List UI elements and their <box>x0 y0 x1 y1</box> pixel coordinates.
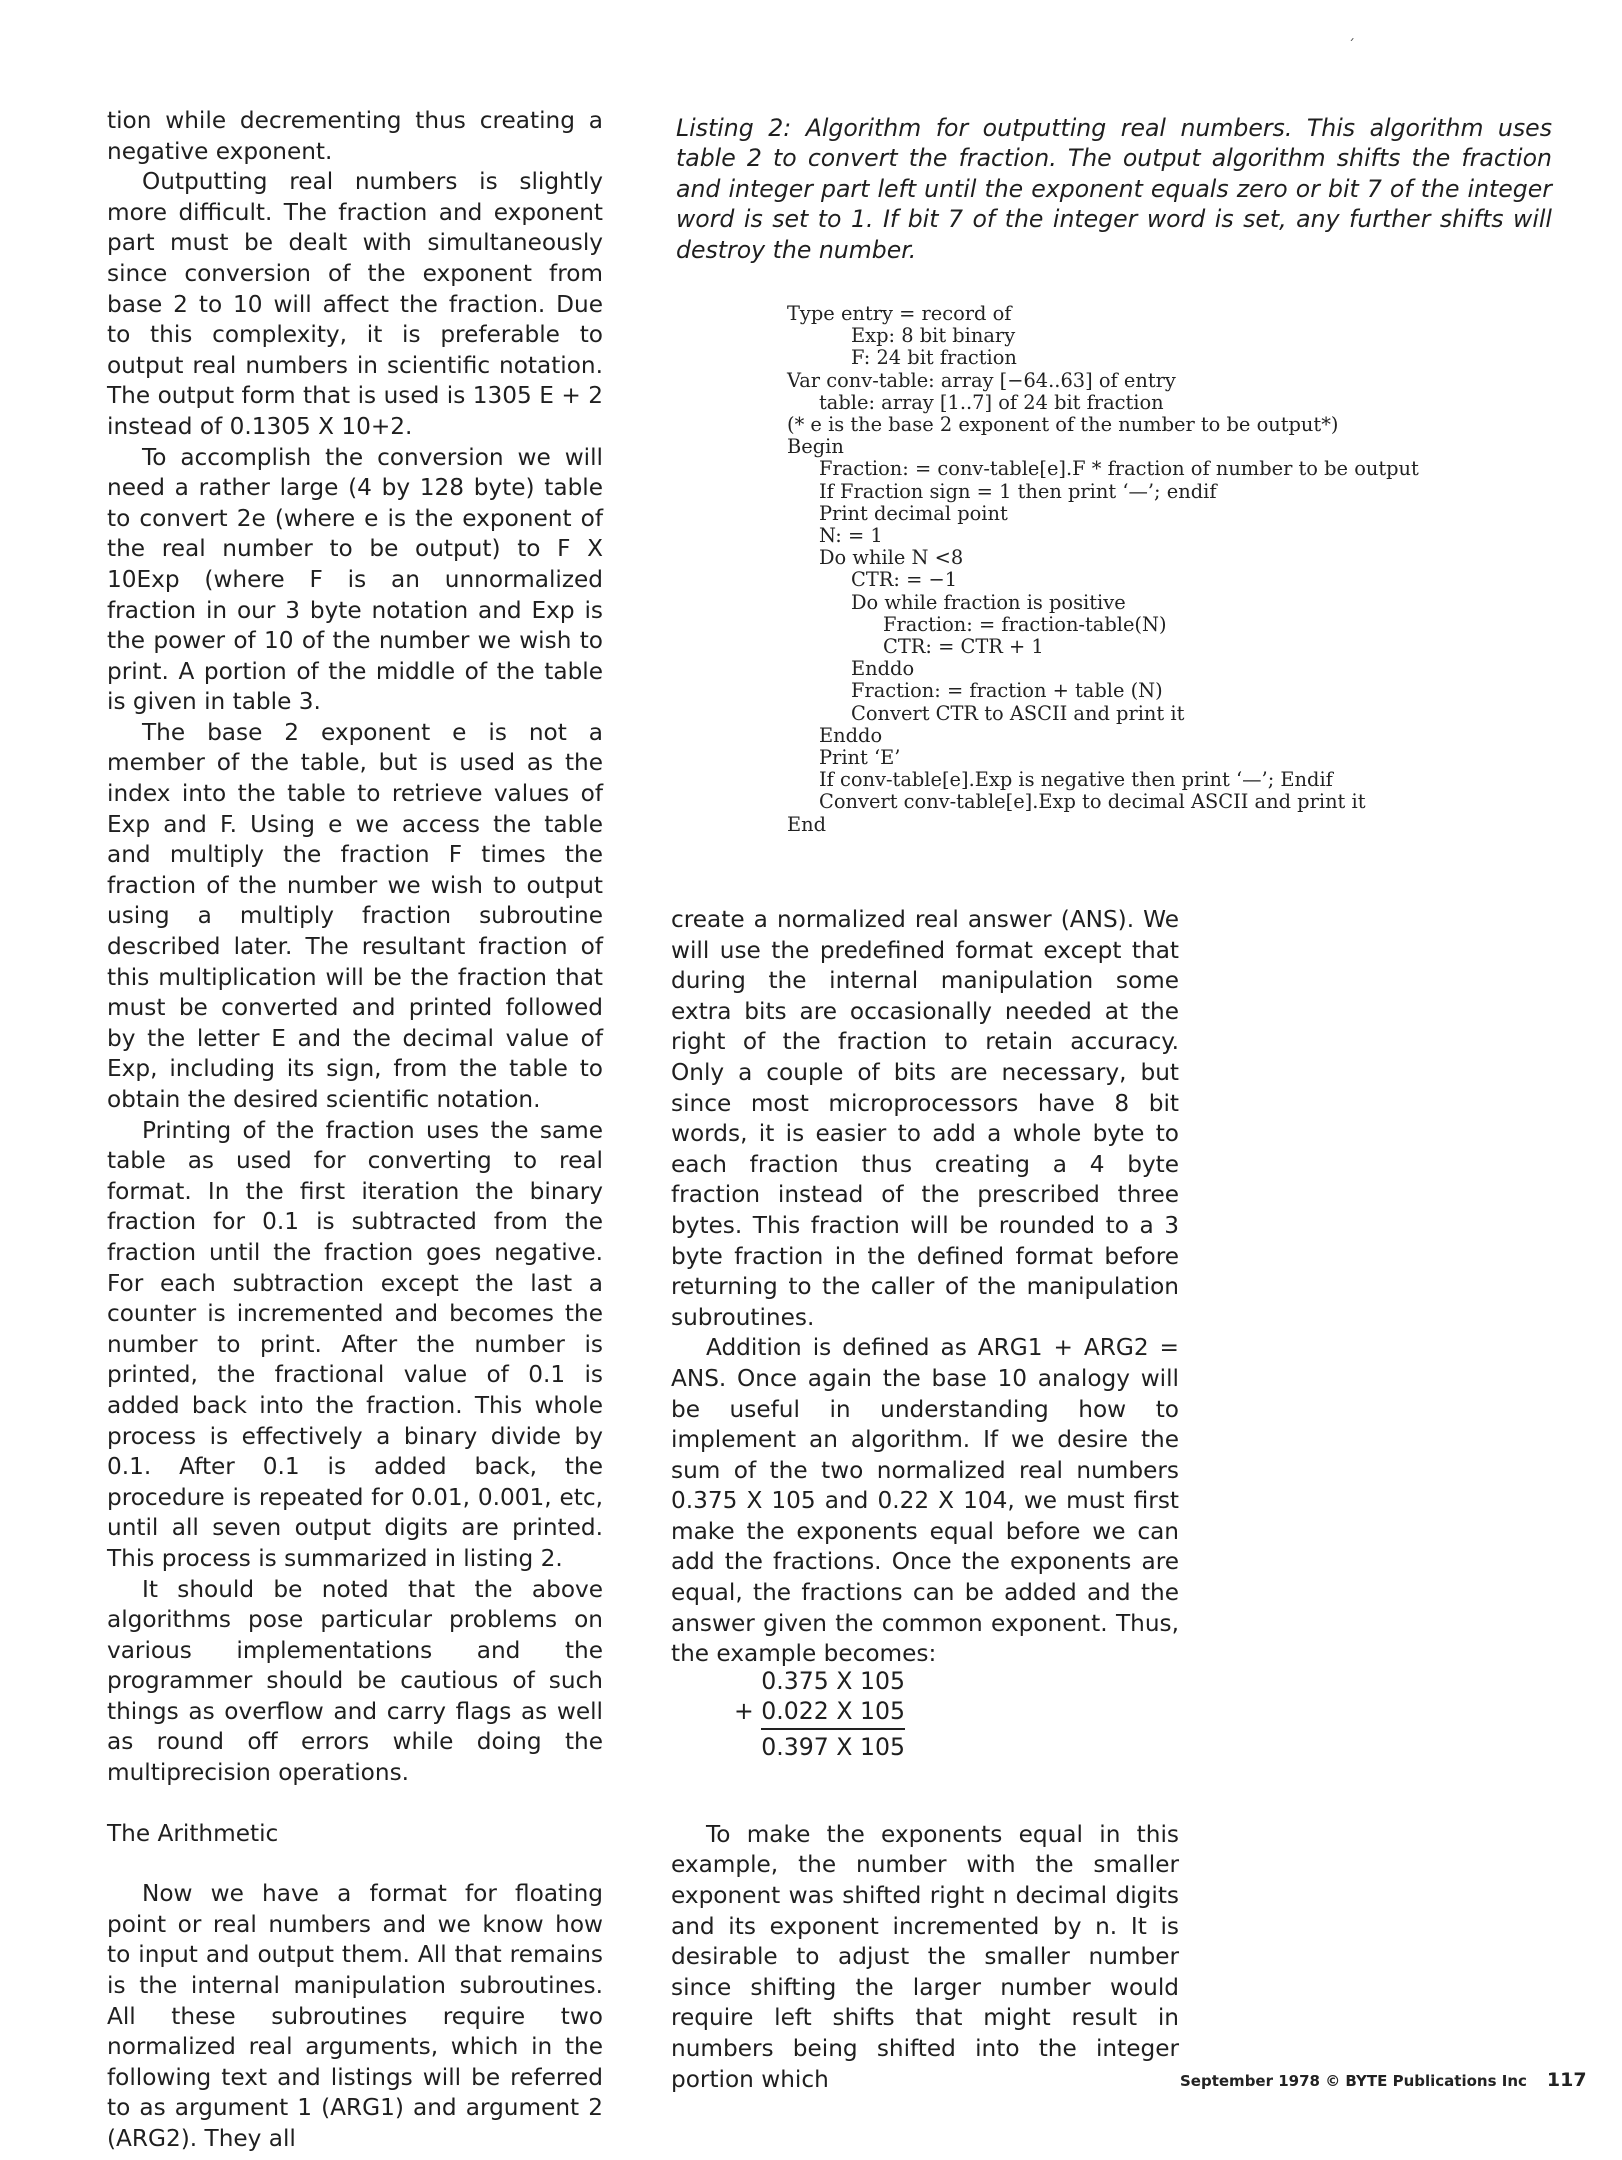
paragraph: To make the exponents equal in this example, the number with the smaller exponent was shifted right n decimal digits and its exponent incremented by n. It is desirable to adjust the smaller number since shifting the larger number would require left shifts that might result in numbers being shifted into the integer portion which <box>671 1820 1179 2093</box>
paragraph: Now we have a format for floating point or real numbers and we know how to input and output them. All that remains is the internal manipulation subroutines. All these subroutines require two normalized real arguments, which in the following text and listings will be referred to as argument 1 (ARG1) and argument 2 (ARG2). They all <box>107 1880 603 2152</box>
code-line: End <box>787 812 827 836</box>
equation-line: + 0.022 X 105 <box>734 1697 906 1725</box>
code-line: Var conv-table: array [−64..63] of entry <box>787 368 1176 392</box>
code-line: table: array [1..7] of 24 bit fraction <box>819 390 1164 414</box>
equation-line: 0.375 X 105 <box>761 1667 906 1695</box>
code-line: Do while N <8 <box>819 546 964 570</box>
scan-mark: ´ <box>1348 38 1355 54</box>
algorithm-listing <box>787 303 1507 836</box>
code-line: Enddo <box>819 723 883 747</box>
code-line: CTR: = CTR + 1 <box>883 635 1044 659</box>
code-line: Exp: 8 bit binary <box>851 324 1016 348</box>
code-line: If Fraction sign = 1 then print ‘—’; endif <box>819 479 1217 503</box>
right-text-column <box>671 905 1179 2095</box>
caption-text: Listing 2: Algorithm for outputting real numbers. This algorithm uses table 2 to convert the fraction. The output algorithm shifts the fraction and integer part left until the exponent equals zero or bit 7 of the integer word is set to 1. If bit 7 of the integer word is set, any further shifts will destroy the number. <box>676 114 1552 264</box>
paragraph: tion while decrementing thus creating a negative exponent. <box>107 107 603 165</box>
paragraph: The base 2 exponent e is not a member of the table, but is used as the index into the table to retrieve values of Exp and F. Using e we access the table and multiply the fraction F times the fraction of the number we wish to output using a multiply fraction subroutine described later. The resultant fraction of this multiplication will be the fraction that must be converted and printed followed by the letter E and the decimal value of Exp, including its sign, from the table to obtain the desired scientific notation. <box>107 718 603 1113</box>
code-line: Fraction: = fraction + table (N) <box>851 679 1163 703</box>
code-line: Convert conv-table[e].Exp to decimal ASCII and print it <box>819 790 1366 814</box>
paragraph: It should be noted that the above algorithms pose particular problems on various implementations and the programmer should be cautious of such things as overflow and carry flags as well as round off errors while doing the multiprecision operations. <box>107 1575 603 1787</box>
page-number: 117 <box>1546 2069 1587 2091</box>
code-line: Begin <box>787 435 844 459</box>
code-line: N: = 1 <box>819 524 883 548</box>
code-line: Fraction: = conv-table[e].F * fraction of number to be output <box>819 457 1419 481</box>
footer-credit: September 1978 © BYTE Publications Inc <box>1180 2072 1527 2090</box>
code-line: Do while fraction is positive <box>851 590 1126 614</box>
code-line: CTR: = −1 <box>851 568 958 592</box>
code-line: If conv-table[e].Exp is negative then print ‘—’; Endif <box>819 768 1333 792</box>
code-line: Fraction: = fraction-table(N) <box>883 612 1167 636</box>
section-heading: The Arithmetic <box>107 1819 279 1847</box>
code-line: Type entry = record of <box>787 302 1012 325</box>
paragraph: Addition is defined as ARG1 + ARG2 = ANS. Once again the base 10 analogy will be useful in understanding how to implement an algorithm. If we desire the sum of the two normalized real numbers 0.375 X 105 and 0.22 X 104, we must first make the exponents equal before we can add the fractions. Once the exponents are equal, the fractions can be added and the answer given the common exponent. Thus, the example becomes: <box>671 1334 1179 1668</box>
code-line: Convert CTR to ASCII and print it <box>851 701 1185 725</box>
equation-sum: 0.397 X 105 <box>761 1728 905 1762</box>
equation-sum-line <box>734 1726 905 1762</box>
page-footer <box>1180 2069 1587 2091</box>
paragraph: Outputting real numbers is slightly more difficult. The fraction and exponent part must be dealt with simultaneously since conversion of the exponent from base 2 to 10 will affect the fraction. Due to this complexity, it is preferable to output real numbers in scientific notation. The output form that is used is 1305 E + 2 instead of 0.1305 X 10+2. <box>107 168 603 440</box>
code-line: Print ‘E’ <box>819 746 901 770</box>
addition-example <box>734 1666 905 1762</box>
code-line: F: 24 bit fraction <box>851 346 1017 370</box>
code-line: (* e is the base 2 exponent of the number to be output*) <box>787 413 1339 437</box>
code-line: Print decimal point <box>819 501 1008 525</box>
left-text-column <box>107 106 603 2155</box>
paragraph: Printing of the fraction uses the same table as used for converting to real format. In the first iteration the binary fraction for 0.1 is subtracted from the fraction until the fraction goes negative. For each subtraction except the last a counter is incremented and becomes the number to print. After the number is printed, the fractional value of 0.1 is added back into the fraction. This whole process is effectively a binary divide by 0.1. After 0.1 is added back, the procedure is repeated for 0.01, 0.001, etc, until all seven output digits are printed. This process is summarized in listing 2. <box>107 1116 603 1572</box>
paragraph: create a normalized real answer (ANS). We will use the predefined format except that during the internal manipulation some extra bits are occasionally needed at the right of the fraction to retain accuracy. Only a couple of bits are necessary, but since most microprocessors have 8 bit words, it is easier to add a whole byte to each fraction thus creating a 4 byte fraction instead of the prescribed three bytes. This fraction will be rounded to a 3 byte fraction in the defined format before returning to the caller of the manipulation subroutines. <box>671 906 1179 1331</box>
listing-caption <box>676 113 1552 265</box>
code-line: Enddo <box>851 657 915 681</box>
paragraph: To accomplish the conversion we will need a rather large (4 by 128 byte) table to convert 2e (where e is the exponent of the real number to be output) to F X 10Exp (where F is an unnormalized fraction in our 3 byte notation and Exp is the power of 10 of the number we wish to print. A portion of the middle of the table is given in table 3. <box>107 443 603 716</box>
